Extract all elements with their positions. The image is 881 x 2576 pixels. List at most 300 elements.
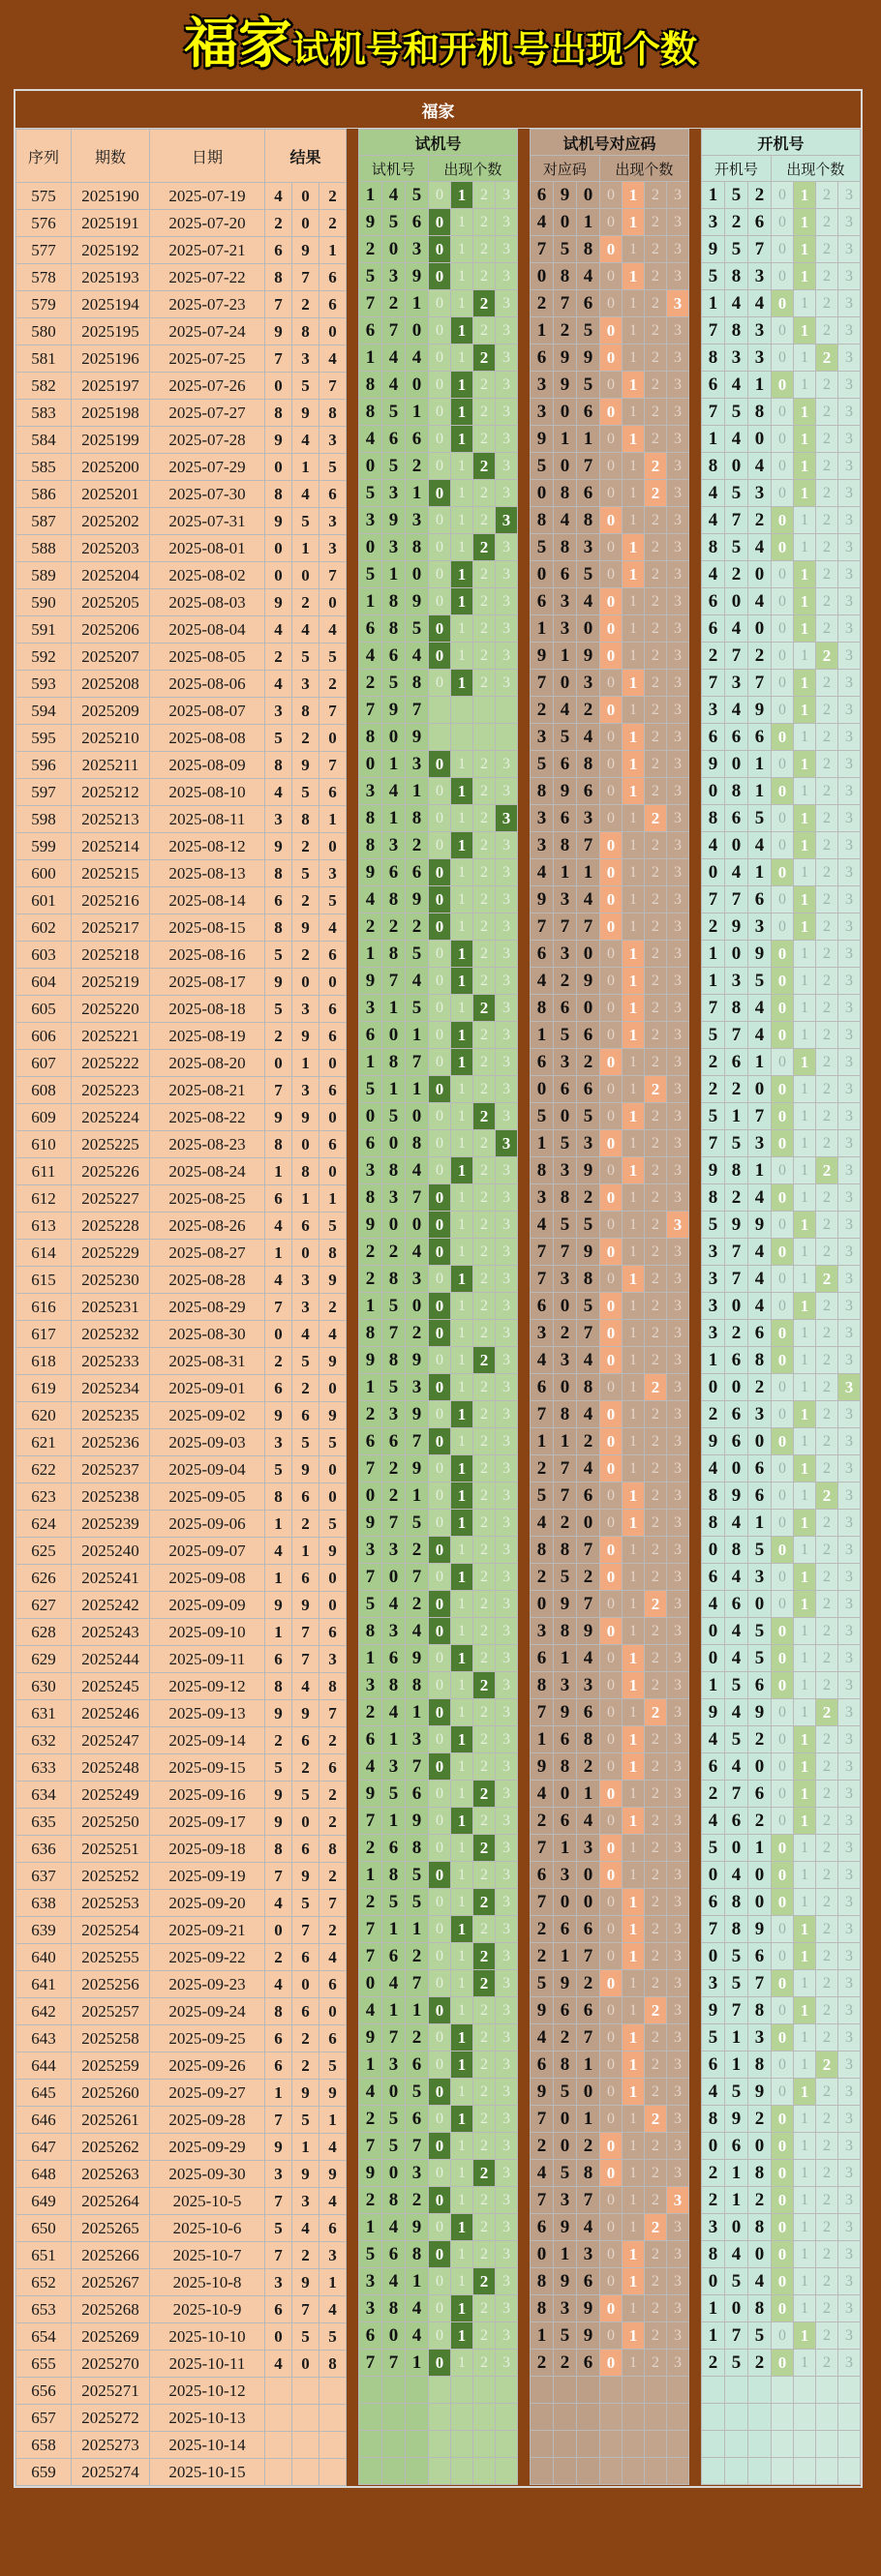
period-cell: 2025265 — [72, 2215, 150, 2242]
open-row-632 — [702, 1726, 861, 1753]
open-digit: 9 — [725, 914, 748, 941]
test-count-cell: 3 — [496, 2241, 518, 2268]
table-row-582 — [16, 373, 347, 400]
open-count-cell-highlight: 2 — [816, 643, 838, 670]
open-row-640 — [702, 1943, 861, 1970]
open-count-cell: 2 — [816, 941, 838, 968]
test-row-616 — [359, 1293, 518, 1320]
test-digit: 8 — [406, 534, 429, 561]
result-digit: 2 — [292, 1754, 319, 1782]
code-row-581 — [531, 344, 689, 372]
result-digit: 3 — [292, 2188, 319, 2215]
open-count-cell: 2 — [816, 1184, 838, 1212]
code-count-cell: 0 — [600, 290, 623, 317]
result-digit: 2 — [319, 210, 347, 237]
result-digit: 1 — [265, 1511, 292, 1538]
date-cell: 2025-09-20 — [150, 1890, 265, 1917]
code-count-cell-highlight: 0 — [600, 914, 623, 941]
open-row-624 — [702, 1510, 861, 1537]
open-count-cell: 2 — [816, 426, 838, 453]
code-count-cell-highlight: 0 — [600, 1835, 623, 1862]
open-count-cell-highlight: 0 — [772, 1862, 794, 1889]
open-row-643 — [702, 2024, 861, 2052]
test-digit: 8 — [382, 588, 406, 615]
seq-cell: 595 — [16, 725, 72, 752]
open-row-650 — [702, 2214, 861, 2241]
period-cell: 2025219 — [72, 969, 150, 996]
test-count-cell: 0 — [429, 1510, 451, 1537]
test-count-cell: 1 — [451, 1618, 473, 1645]
open-count-cell: 1 — [794, 2350, 816, 2377]
test-row-617 — [359, 1320, 518, 1347]
seq-cell: 645 — [16, 2080, 72, 2107]
code-digit — [531, 2431, 554, 2458]
open-digit: 5 — [725, 2079, 748, 2106]
code-row-630 — [531, 1672, 689, 1699]
seq-cell: 652 — [16, 2269, 72, 2296]
open-digit: 2 — [748, 2106, 772, 2133]
test-count-cell-highlight: 1 — [451, 1022, 473, 1049]
seq-cell: 608 — [16, 1077, 72, 1104]
test-count-cell-highlight: 0 — [429, 1862, 451, 1889]
result-digit: 1 — [292, 1050, 319, 1077]
code-count-cell-highlight: 1 — [623, 2268, 645, 2295]
code-count-cell — [600, 2377, 623, 2404]
period-cell: 2025208 — [72, 671, 150, 698]
test-digit: 9 — [406, 2214, 429, 2241]
table-row-594 — [16, 698, 347, 725]
code-digit: 0 — [554, 399, 577, 426]
period-cell: 2025258 — [72, 2025, 150, 2052]
code-count-cell: 3 — [667, 2133, 689, 2160]
open-digit: 1 — [748, 751, 772, 778]
code-count-cell: 3 — [667, 1401, 689, 1428]
code-count-cell: 1 — [623, 2106, 645, 2133]
open-digit: 6 — [748, 724, 772, 751]
test-count-cell: 2 — [473, 372, 496, 399]
result-digit: 3 — [265, 2161, 292, 2188]
table-row-588 — [16, 535, 347, 562]
code-count-cell: 3 — [667, 724, 689, 751]
open-digit: 5 — [725, 399, 748, 426]
open-row-615 — [702, 1266, 861, 1293]
test-count-cell: 1 — [451, 1103, 473, 1130]
open-count-cell: 3 — [838, 886, 861, 914]
open-digit: 2 — [748, 2350, 772, 2377]
code-count-cell: 2 — [645, 670, 667, 697]
code-count-cell: 1 — [623, 1130, 645, 1157]
open-digit: 7 — [725, 643, 748, 670]
date-cell: 2025-09-21 — [150, 1917, 265, 1944]
result-digit: 5 — [319, 887, 347, 914]
test-digit: 4 — [406, 643, 429, 670]
code-digit: 7 — [531, 1835, 554, 1862]
test-count-cell: 1 — [451, 344, 473, 372]
open-count-cell: 1 — [794, 1537, 816, 1564]
code-digit: 1 — [577, 426, 600, 453]
code-count-cell: 3 — [667, 2052, 689, 2079]
open-digit: 5 — [702, 1835, 725, 1862]
period-cell: 2025274 — [72, 2459, 150, 2486]
open-digit: 1 — [748, 1157, 772, 1184]
open-digit: 5 — [748, 1537, 772, 1564]
code-digit: 0 — [554, 1103, 577, 1130]
result-digit: 6 — [319, 1023, 347, 1050]
open-count-cell: 3 — [838, 1672, 861, 1699]
code-digit: 7 — [577, 1943, 600, 1970]
open-count-cell: 3 — [838, 914, 861, 941]
code-digit: 2 — [577, 1970, 600, 1997]
code-count-cell: 3 — [667, 1239, 689, 1266]
result-digit: 5 — [319, 1213, 347, 1240]
open-count-cell: 2 — [816, 1862, 838, 1889]
code-count-cell-highlight: 1 — [623, 209, 645, 236]
test-count-cell: 3 — [496, 453, 518, 480]
open-count-cell-highlight: 1 — [794, 1401, 816, 1428]
open-digit — [702, 2404, 725, 2431]
test-count-cell: 2 — [473, 2133, 496, 2160]
result-digit: 4 — [319, 2134, 347, 2161]
result-digit: 6 — [319, 481, 347, 508]
test-count-cell: 3 — [496, 615, 518, 643]
code-digit: 1 — [531, 1428, 554, 1455]
code-count-cell: 2 — [645, 914, 667, 941]
code-digit — [554, 2458, 577, 2485]
table-header-bar: 福家 — [15, 91, 861, 129]
test-count-cell: 1 — [451, 1076, 473, 1103]
code-row-627 — [531, 1591, 689, 1618]
code-count-cell-highlight: 1 — [623, 1103, 645, 1130]
open-count-cell-highlight: 1 — [794, 1212, 816, 1239]
code-count-cell-highlight: 1 — [623, 670, 645, 697]
result-digit: 4 — [265, 183, 292, 210]
test-row-649 — [359, 2187, 518, 2214]
test-count-cell: 3 — [496, 832, 518, 859]
test-digit: 1 — [382, 751, 406, 778]
code-count-cell: 3 — [667, 1022, 689, 1049]
code-digit: 2 — [531, 2350, 554, 2377]
table-row-615 — [16, 1267, 347, 1294]
open-count-cell-highlight: 1 — [794, 236, 816, 263]
date-cell: 2025-08-25 — [150, 1185, 265, 1213]
test-digit: 3 — [406, 1266, 429, 1293]
open-row-651 — [702, 2241, 861, 2268]
test-digit: 0 — [406, 317, 429, 344]
period-cell: 2025225 — [72, 1131, 150, 1158]
open-digit: 1 — [702, 182, 725, 209]
table-row-576 — [16, 210, 347, 237]
open-count-cell: 3 — [838, 1184, 861, 1212]
open-count-cell: 2 — [816, 1347, 838, 1374]
test-digit: 9 — [406, 1401, 429, 1428]
test-count-cell-highlight: 0 — [429, 2133, 451, 2160]
test-count-cell: 1 — [451, 2133, 473, 2160]
test-digit: 3 — [406, 1374, 429, 1401]
code-count-cell-highlight: 1 — [623, 2052, 645, 2079]
open-row-616 — [702, 1293, 861, 1320]
seq-cell: 581 — [16, 345, 72, 373]
open-count-cell: 0 — [772, 263, 794, 290]
test-digit: 6 — [382, 1645, 406, 1672]
code-digit: 9 — [531, 1753, 554, 1781]
test-count-cell: 2 — [473, 1997, 496, 2024]
test-count-cell: 2 — [473, 1726, 496, 1753]
date-cell: 2025-10-15 — [150, 2459, 265, 2486]
open-count-cell — [794, 2431, 816, 2458]
open-digit: 6 — [725, 1347, 748, 1374]
open-digit: 9 — [748, 941, 772, 968]
code-digit: 1 — [554, 1428, 577, 1455]
code-row-585 — [531, 453, 689, 480]
result-digit: 6 — [292, 1402, 319, 1429]
test-row-577 — [359, 236, 518, 263]
result-digit: 6 — [319, 996, 347, 1023]
result-digit: 2 — [292, 589, 319, 616]
test-count-cell-highlight: 0 — [429, 480, 451, 507]
test-count-cell-highlight: 1 — [451, 399, 473, 426]
code-row-576 — [531, 209, 689, 236]
seq-cell: 596 — [16, 752, 72, 779]
test-digit: 0 — [406, 1212, 429, 1239]
test-count-cell — [473, 724, 496, 751]
open-count-cell-highlight: 0 — [772, 2187, 794, 2214]
table-row-636 — [16, 1836, 347, 1863]
code-count-cell: 0 — [600, 2079, 623, 2106]
test-digit: 3 — [382, 1618, 406, 1645]
result-digit: 3 — [265, 1429, 292, 1456]
table-row-640 — [16, 1944, 347, 1971]
code-count-cell-highlight: 1 — [623, 1157, 645, 1184]
code-count-cell: 3 — [667, 1564, 689, 1591]
test-digit: 4 — [359, 643, 382, 670]
open-count-cell: 3 — [838, 588, 861, 615]
seq-cell: 585 — [16, 454, 72, 481]
code-count-cell-highlight: 1 — [623, 968, 645, 995]
test-digit: 7 — [406, 1970, 429, 1997]
open-count-cell: 2 — [816, 1726, 838, 1753]
code-count-cell: 3 — [667, 1483, 689, 1510]
open-count-cell: 0 — [772, 317, 794, 344]
result-digit: 3 — [319, 508, 347, 535]
open-count-cell: 2 — [816, 697, 838, 724]
test-digit: 0 — [382, 236, 406, 263]
open-count-cell: 1 — [794, 1130, 816, 1157]
open-count-cell: 1 — [794, 2024, 816, 2052]
open-digit: 0 — [725, 751, 748, 778]
open-count-cell: 2 — [816, 1835, 838, 1862]
open-count-cell: 1 — [794, 2187, 816, 2214]
test-count-cell-highlight: 0 — [429, 1239, 451, 1266]
table-row-586 — [16, 481, 347, 508]
open-digit: 6 — [702, 615, 725, 643]
code-count-cell: 0 — [600, 1103, 623, 1130]
test-digit: 3 — [382, 1184, 406, 1212]
test-count-cell — [429, 697, 451, 724]
code-digit: 5 — [531, 1970, 554, 1997]
code-row-659 — [531, 2458, 689, 2485]
code-count-cell: 0 — [600, 778, 623, 805]
open-row-579 — [702, 290, 861, 317]
code-digit: 4 — [531, 2024, 554, 2052]
code-count-cell: 1 — [623, 886, 645, 914]
code-count-cell — [667, 2431, 689, 2458]
open-digit: 2 — [702, 1049, 725, 1076]
open-digit: 8 — [725, 1157, 748, 1184]
open-count-cell: 3 — [838, 643, 861, 670]
open-row-645 — [702, 2079, 861, 2106]
subheader-code-num: 对应码 — [531, 156, 600, 182]
date-cell: 2025-07-27 — [150, 400, 265, 427]
code-row-641 — [531, 1970, 689, 1997]
open-count-cell: 1 — [794, 941, 816, 968]
table-row-592 — [16, 644, 347, 671]
test-digit: 8 — [382, 886, 406, 914]
code-row-642 — [531, 1997, 689, 2024]
open-count-cell-highlight: 0 — [772, 1076, 794, 1103]
result-digit: 0 — [319, 1998, 347, 2025]
open-digit: 6 — [702, 724, 725, 751]
test-digit: 7 — [359, 290, 382, 317]
test-count-cell — [429, 2458, 451, 2485]
test-count-cell: 0 — [429, 2052, 451, 2079]
test-count-cell: 1 — [451, 534, 473, 561]
open-count-cell: 2 — [816, 724, 838, 751]
test-digit: 1 — [382, 995, 406, 1022]
seq-cell: 582 — [16, 373, 72, 400]
period-cell: 2025256 — [72, 1971, 150, 1998]
test-digit: 1 — [406, 399, 429, 426]
test-count-cell: 0 — [429, 2106, 451, 2133]
code-count-cell: 2 — [645, 1320, 667, 1347]
code-count-cell-highlight: 1 — [623, 561, 645, 588]
test-count-cell-highlight: 2 — [473, 453, 496, 480]
code-digit — [577, 2404, 600, 2431]
code-count-cell: 1 — [623, 1401, 645, 1428]
test-row-639 — [359, 1916, 518, 1943]
code-count-cell: 2 — [645, 968, 667, 995]
test-digit: 6 — [359, 317, 382, 344]
open-digit: 1 — [702, 2295, 725, 2322]
open-count-cell: 0 — [772, 561, 794, 588]
table-row-590 — [16, 589, 347, 616]
seq-cell: 580 — [16, 318, 72, 345]
test-count-cell: 3 — [496, 1049, 518, 1076]
open-count-cell: 3 — [838, 453, 861, 480]
date-cell: 2025-08-20 — [150, 1050, 265, 1077]
code-count-cell: 3 — [667, 2241, 689, 2268]
open-digit: 4 — [702, 2079, 725, 2106]
result-digit: 9 — [319, 2161, 347, 2188]
open-count-cell: 1 — [794, 968, 816, 995]
section-code-title: 试机号对应码 — [531, 130, 689, 156]
test-digit: 1 — [359, 344, 382, 372]
code-digit: 6 — [577, 2350, 600, 2377]
code-digit: 6 — [577, 778, 600, 805]
test-row-575 — [359, 182, 518, 209]
result-digit: 5 — [319, 1429, 347, 1456]
open-count-cell-highlight: 1 — [794, 1591, 816, 1618]
open-digit: 3 — [702, 697, 725, 724]
seq-cell: 575 — [16, 183, 72, 210]
code-count-cell: 2 — [645, 2024, 667, 2052]
open-count-cell: 3 — [838, 697, 861, 724]
result-digit: 6 — [265, 1375, 292, 1402]
table-row-641 — [16, 1971, 347, 1998]
code-digit: 8 — [531, 1537, 554, 1564]
code-digit: 4 — [577, 263, 600, 290]
test-digit: 7 — [359, 2133, 382, 2160]
result-digit: 7 — [292, 264, 319, 291]
table-row-618 — [16, 1348, 347, 1375]
code-digit: 6 — [531, 2052, 554, 2079]
table-row-643 — [16, 2025, 347, 2052]
open-digit: 2 — [748, 1726, 772, 1753]
open-digit: 0 — [748, 2133, 772, 2160]
open-row-576 — [702, 209, 861, 236]
seq-cell: 587 — [16, 508, 72, 535]
test-count-cell: 1 — [451, 2160, 473, 2187]
test-digit: 8 — [382, 1672, 406, 1699]
result-digit: 2 — [265, 1944, 292, 1971]
code-digit: 6 — [577, 2268, 600, 2295]
result-digit: 0 — [292, 1240, 319, 1267]
open-count-cell-highlight: 1 — [794, 2079, 816, 2106]
open-count-cell-highlight: 1 — [794, 805, 816, 832]
test-digit: 3 — [406, 507, 429, 534]
result-digit — [292, 2378, 319, 2405]
code-digit: 1 — [554, 1835, 577, 1862]
date-cell: 2025-10-8 — [150, 2269, 265, 2296]
result-digit: 9 — [292, 1104, 319, 1131]
code-count-cell: 3 — [667, 1184, 689, 1212]
test-count-cell: 0 — [429, 995, 451, 1022]
test-count-cell-highlight: 1 — [451, 941, 473, 968]
open-count-cell: 2 — [816, 1591, 838, 1618]
section-open-number — [701, 129, 861, 2485]
open-count-cell-highlight: 2 — [816, 1266, 838, 1293]
open-count-cell: 1 — [794, 2052, 816, 2079]
code-row-578 — [531, 263, 689, 290]
test-count-cell: 2 — [473, 1862, 496, 1889]
code-digit: 5 — [531, 1103, 554, 1130]
result-digit: 0 — [319, 1456, 347, 1483]
seq-cell: 641 — [16, 1971, 72, 1998]
test-digit: 9 — [382, 507, 406, 534]
open-count-cell: 3 — [838, 1916, 861, 1943]
open-digit: 4 — [748, 1184, 772, 1212]
code-count-cell — [645, 2431, 667, 2458]
open-count-cell: 3 — [838, 561, 861, 588]
date-cell: 2025-09-22 — [150, 1944, 265, 1971]
code-digit: 1 — [531, 317, 554, 344]
open-count-cell: 2 — [816, 1374, 838, 1401]
code-digit: 8 — [531, 778, 554, 805]
code-digit: 8 — [577, 1374, 600, 1401]
test-row-576 — [359, 209, 518, 236]
test-count-cell: 3 — [496, 1212, 518, 1239]
open-digit: 2 — [702, 2350, 725, 2377]
open-count-cell: 2 — [816, 778, 838, 805]
code-digit: 1 — [531, 1130, 554, 1157]
code-row-640 — [531, 1943, 689, 1970]
open-count-cell: 3 — [838, 1455, 861, 1483]
result-digit: 8 — [292, 806, 319, 833]
open-row-625 — [702, 1537, 861, 1564]
code-count-cell: 1 — [623, 399, 645, 426]
seq-cell: 633 — [16, 1754, 72, 1782]
test-digit: 1 — [359, 1645, 382, 1672]
test-count-cell — [473, 2458, 496, 2485]
